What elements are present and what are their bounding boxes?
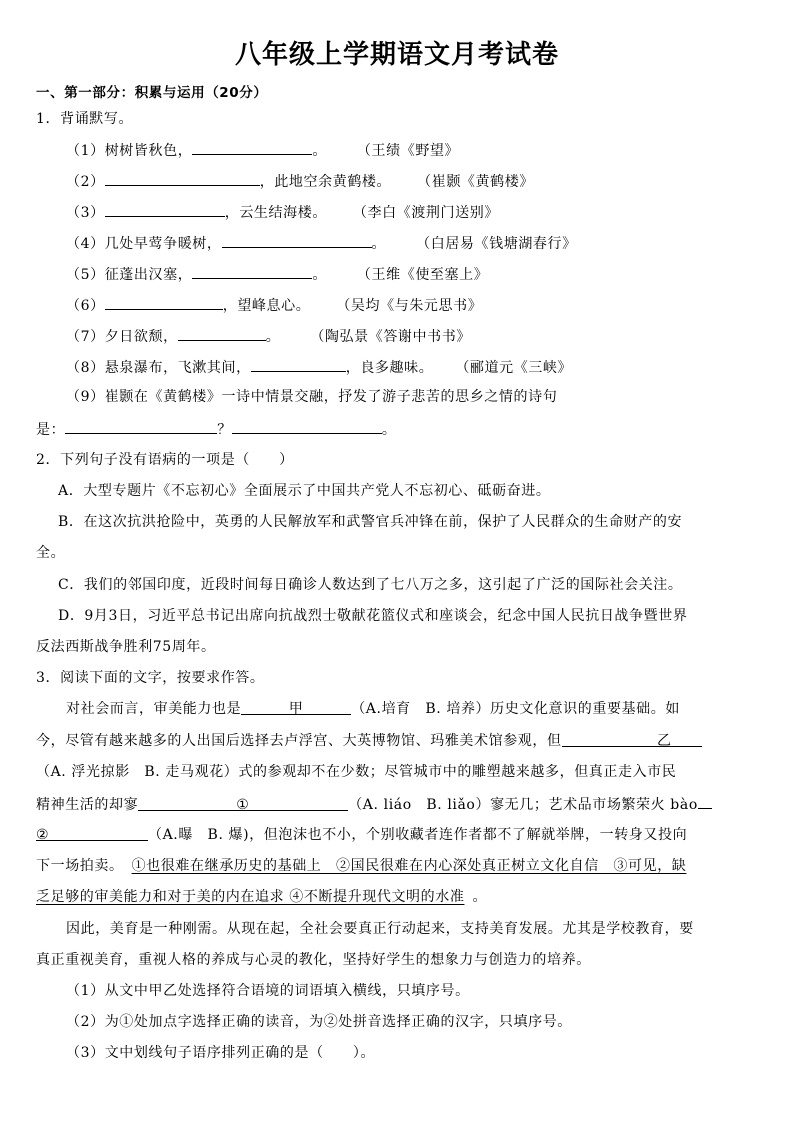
q1-item-1: （1）树树皆秋色， 。 （王绩《野望》	[66, 140, 459, 160]
q1-item-5: （5）征蓬出汉塞， 。 （王维《使至塞上》	[66, 264, 488, 284]
q1-stem: 1．背诵默写。	[36, 111, 134, 127]
q3-stem: 3．阅读下面的文字，按要求作答。	[36, 670, 265, 686]
q2-option-c[interactable]: C．我们的邻国印度，近段时间每日确诊人数达到了七八万之多，这引起了广泛的国际社会关注。	[58, 577, 683, 593]
q3-passage-line-8: 因此，美育是一种刚需。从现在起，全社会要真正行动起来，支持美育发展。尤其是学校教育，要	[66, 921, 694, 937]
q2-option-b-cont: 全。	[36, 545, 66, 561]
answer-blank[interactable]	[105, 202, 225, 217]
q3-passage-line-7: 乏足够的审美能力和对于美的内在追求 ④不断提升现代文明的水准 。	[36, 889, 488, 905]
q1-item-3: （3） ，云生结海楼。 （李白《渡荆门送别》	[66, 202, 499, 222]
blank-jia[interactable]: 甲	[241, 700, 351, 715]
q1-item-4: （4）几处早莺争暖树， 。 （白居易《钱塘湖春行》	[66, 233, 577, 253]
q3-passage-line-5: ② （A.曝 B. 爆)，但泡沫也不小，个别收藏者连作者都不了解就举牌，一转身又投向	[36, 827, 688, 843]
q3-passage-line-6: 下一场拍卖。 ①也很难在继承历史的基础上 ②国民很难在内心深处真正树立文化自信 ③可见，缺	[36, 858, 687, 874]
underlined-sentences-cont: 乏足够的审美能力和对于美的内在追求 ④不断提升现代文明的水准	[36, 889, 465, 905]
underlined-sentences: ①也很难在继承历史的基础上 ②国民很难在内心深处真正树立文化自信 ③可见，缺	[131, 858, 687, 874]
q3-sub-1: （1）从文中甲乙处选择符合语境的词语填入横线，只填序号。	[66, 983, 470, 999]
q3-sub-3: （3）文中划线句子语序排列正确的是（ ）。	[66, 1045, 376, 1061]
q3-passage-line-1: 对社会而言，审美能力也是 甲 （A.培育 B. 培养）历史文化意识的重要基础。如	[66, 701, 680, 717]
answer-blank[interactable]	[105, 171, 260, 186]
answer-blank[interactable]	[222, 233, 372, 248]
q1-item-8: （8）悬泉瀑布，飞漱其间， ，良多趣味。 （郦道元《三峡》	[66, 357, 572, 377]
blank-2[interactable]: ②	[36, 826, 148, 841]
q1-item-9-answer: 是： ？ 。	[36, 419, 396, 439]
answer-blank[interactable]	[178, 326, 266, 341]
answer-blank[interactable]	[192, 264, 312, 279]
q3-passage-line-4: 精神生活的却寥 ① （A. liáo B. liǎo）寥无几；艺术品市场繁荣火 bào	[36, 794, 712, 814]
blank-yi[interactable]: 乙	[562, 732, 702, 747]
answer-blank[interactable]	[251, 357, 346, 372]
q2-option-d[interactable]: D．9月3日，习近平总书记出席向抗战烈士敬献花篮仪式和座谈会，纪念中国人民抗日战争暨世界	[58, 608, 688, 624]
blank-1[interactable]: ①	[138, 796, 348, 811]
q3-sub-2: （2）为①处加点字选择正确的读音，为②处拼音选择正确的汉字，只填序号。	[66, 1014, 572, 1030]
q1-item-6: （6） ，望峰息心。 （吴均《与朱元思书》	[66, 295, 482, 315]
exam-title: 八年级上学期语文月考试卷	[234, 40, 559, 70]
section-heading: 一、第一部分：积累与运用（20分）	[36, 85, 268, 101]
q2-option-b[interactable]: B．在这次抗洪抢险中，英勇的人民解放军和武警官兵冲锋在前，保护了人民群众的生命财产的安	[58, 514, 683, 530]
q2-option-d-cont: 反法西斯战争胜利75周年。	[36, 639, 216, 655]
q1-item-2: （2） ，此地空余黄鹤楼。 （崔颢《黄鹤楼》	[66, 171, 534, 191]
q1-item-9: （9）崔颢在《黄鹤楼》一诗中情景交融，抒发了游子悲苦的思乡之情的诗句	[66, 389, 558, 405]
q2-option-a[interactable]: A．大型专题片《不忘初心》全面展示了中国共产党人不忘初心、砥砺奋进。	[58, 483, 551, 499]
answer-blank[interactable]	[192, 140, 312, 155]
q1-item-7: （7）夕日欲颓， 。 （陶弘景《答谢中书书》	[66, 326, 471, 346]
answer-blank[interactable]	[65, 419, 217, 434]
q3-passage-line-2: 今，尽管有越来越多的人出国后选择去卢浮宫、大英博物馆、玛雅美术馆参观，但 乙	[36, 732, 702, 750]
q3-passage-line-9: 真正重视美育，重视人格的养成与心灵的教化，坚持好学生的想象力与创造力的培养。	[36, 952, 591, 968]
answer-blank[interactable]	[105, 295, 223, 310]
q2-stem: 2．下列句子没有语病的一项是（ ）	[36, 452, 294, 468]
answer-blank[interactable]	[232, 419, 382, 434]
q3-passage-line-3: （A. 浮光掠影 B. 走马观花）式的参观却不在少数；尽管城市中的雕塑越来越多，但真正走入市民	[36, 764, 677, 780]
